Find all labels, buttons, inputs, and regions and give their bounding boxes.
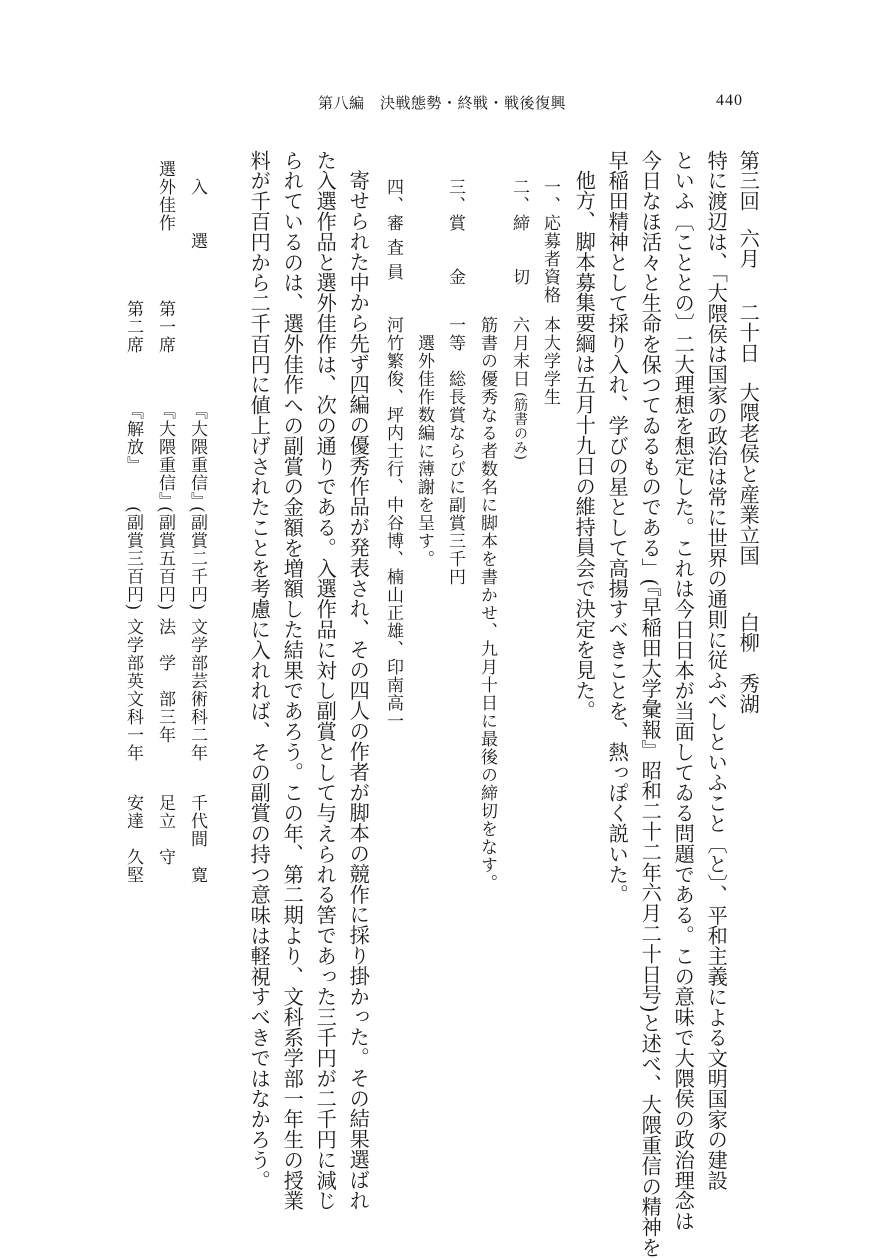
- result-prize: (副賞五百円): [155, 506, 175, 612]
- rule-label: 二、締 切: [509, 178, 529, 286]
- result-title: 『大隈重信』: [155, 402, 175, 510]
- rule-content: 筋書の優秀なる者数名に脚本を書かせ、九月十日に最後の締切をなす。: [477, 316, 497, 892]
- rule-label: 四、審 査 員: [383, 178, 403, 281]
- result-affiliation: 文学部英文科一年: [123, 618, 143, 762]
- rule-label: 一、応募者資格: [540, 178, 560, 304]
- text-line: 早稲田精神として採り入れ、学びの星として高揚すべきことを、熱っぽく説いた。: [605, 150, 630, 905]
- rule-content: 六月末日: [509, 316, 529, 388]
- result-rank: 第一席: [155, 300, 175, 354]
- result-author: 千代間 寛: [187, 794, 207, 884]
- result-category: 選外佳作: [155, 160, 175, 232]
- text-line: 他方、脚本募集要綱は五月十九日の維持員会で決定を見た。: [572, 170, 597, 721]
- result-title: 『解放』: [123, 402, 143, 474]
- rule-label: 三、賞 金: [445, 178, 465, 286]
- result-rank: 第二席: [123, 300, 143, 354]
- heading-number: 第三回: [736, 150, 761, 212]
- text-line: といふ〔こととの〕二大理想を想定した。これは今日日本が当面してゐる問題である。この意味で大隈侯の政治理念は: [671, 150, 696, 1232]
- result-category: 入 選: [187, 178, 207, 250]
- heading-day: 二十日: [736, 302, 761, 364]
- text-line: 料が千百円から二千百円に値上げされたことを考慮に入れれば、その副賞の持つ意味は軽視すべきではなかろう。: [247, 150, 272, 1191]
- result-author: 安達 久堅: [123, 794, 143, 884]
- heading-speaker: 白柳 秀湖: [736, 612, 761, 714]
- rule-content: 選外佳作数編に薄謝を呈す。: [414, 334, 434, 568]
- running-title: 第八編 決戦態勢・終戦・戦後復興: [318, 94, 567, 112]
- result-author: 足立 守: [155, 794, 175, 866]
- heading-month: 六月: [736, 228, 761, 269]
- rule-content: 一等 総長賞ならびに副賞三千円: [445, 316, 465, 586]
- text-line: 寄せられた中から先ず四編の優秀作品が発表され、その四人の作者が脚本の競作に採り掛かった。その結果選ばれ: [346, 170, 371, 1211]
- result-prize: (副賞二千円): [187, 506, 207, 612]
- text-line: られているのは、選外佳作への副賞の金額を増額した結果であろう。この年、第二期より、文科系学部一年生の授業: [280, 150, 305, 1211]
- result-prize: (副賞三百円): [123, 506, 143, 612]
- text-line: 今日なほ活々と生命を保つてゐるものである」(『早稲田大学彙報』昭和二十二年六月二十日号)と述べ、大隈重信の精神を: [638, 150, 663, 1258]
- rule-note: (筋書のみ): [512, 392, 528, 461]
- text-line: た入選作品と選外佳作は、次の通りである。入選作品に対し副賞として与えられる筈であった三千円が二千円に減じ: [313, 150, 338, 1211]
- result-affiliation: 文学部芸術科二年: [187, 618, 207, 762]
- result-affiliation: 法 学 部三年: [155, 618, 175, 744]
- rule-content: 本大学学生: [540, 316, 560, 406]
- page-number: 440: [716, 92, 743, 109]
- heading-title: 大隈老侯と産業立国: [736, 382, 761, 566]
- text-line: 特に渡辺は、「大隈侯は国家の政治は常に世界の通則に従ふべしといふこと〔と〕、平和主義による文明国家の建設: [704, 150, 729, 1191]
- result-title: 『大隈重信』: [187, 402, 207, 510]
- rule-content: 河竹繁俊、坪内士行、中谷博、楠山正雄、印南高一: [383, 316, 403, 730]
